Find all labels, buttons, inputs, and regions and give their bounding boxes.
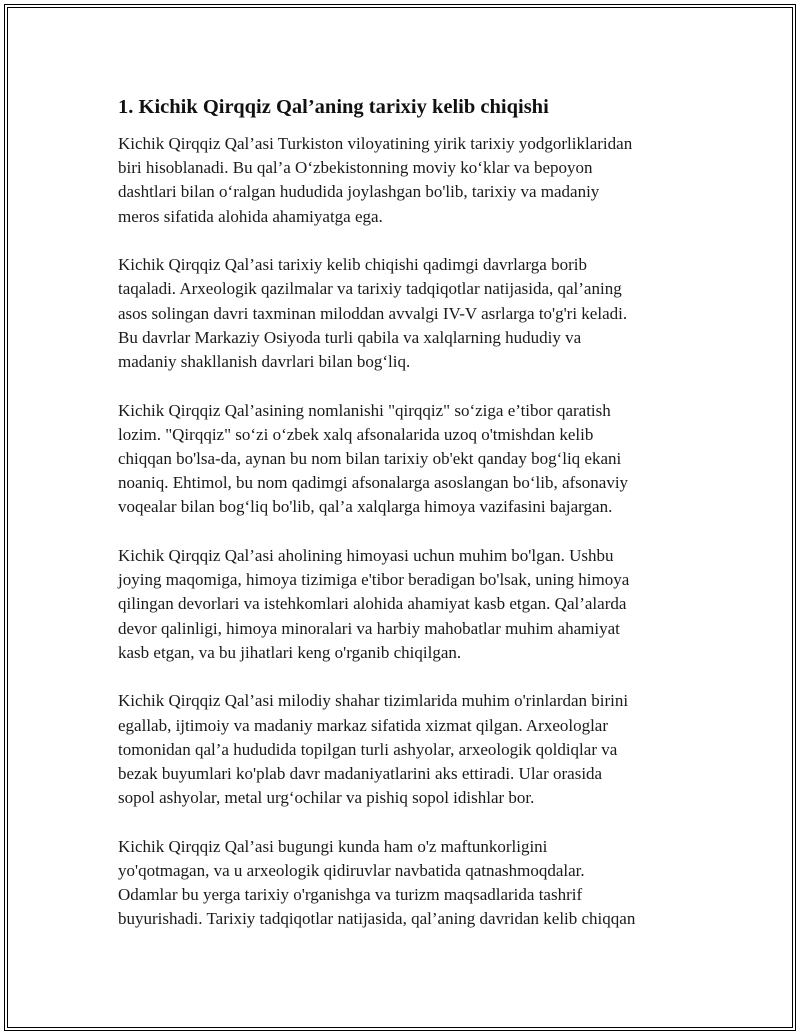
text-line: dashtlari bilan o‘ralgan hududida joylashgan bo'lib, tarixiy va madaniy (118, 182, 600, 202)
text-line: lozim. "Qirqqiz" so‘zi o‘zbek xalq afsonalarida uzoq o'tmishdan kelib (118, 424, 594, 444)
document-body (118, 94, 693, 956)
text-line: chiqqan bo'lsa-da, aynan bu nom bilan tarixiy ob'ekt qanday bog‘liq ekani (118, 449, 622, 469)
paragraph (118, 689, 693, 810)
paragraph (118, 253, 693, 374)
text-line: tomonidan qal’a hududida topilgan turli ashyolar, arxeologik qoldiqlar va (118, 739, 618, 759)
paragraph (118, 399, 693, 520)
paragraph (118, 544, 693, 665)
text-line: Kichik Qirqqiz Qal’asi milodiy shahar tizimlarida muhim o'rinlardan birini (118, 691, 629, 711)
text-line: taqaladi. Arxeologik qazilmalar va tarixiy tadqiqotlar natijasida, qal’aning (118, 279, 622, 299)
text-line: Bu davrlar Markaziy Osiyoda turli qabila va xalqlarning hududiy va (118, 327, 582, 347)
text-line: kasb etgan, va bu jihatlari keng o'rganib chiqilgan. (118, 642, 462, 662)
section-heading: 1. Kichik Qirqqiz Qal’aning tarixiy kelib chiqishi (118, 96, 549, 118)
text-line: noaniq. Ehtimol, bu nom qadimgi afsonalarga asoslangan bo‘lib, afsonaviy (118, 473, 629, 493)
text-line: Kichik Qirqqiz Qal’asi tarixiy kelib chiqishi qadimgi davrlarga borib (118, 255, 587, 275)
text-line: meros sifatida alohida ahamiyatga ega. (118, 206, 383, 226)
text-line: qilingan devorlari va istehkomlari alohida ahamiyat kasb etgan. Qal’alarda (118, 594, 627, 614)
text-line: voqealar bilan bog‘liq bo'lib, qal’a xalqlarga himoya vazifasini bajargan. (118, 497, 613, 517)
text-line: sopol ashyolar, metal urg‘ochilar va pishiq sopol idishlar bor. (118, 788, 535, 808)
text-line: biri hisoblanadi. Bu qal’a O‘zbekistonning moviy ko‘klar va bepoyon (118, 158, 593, 178)
text-line: Odamlar bu yerga tarixiy o'rganishga va turizm maqsadlarida tashrif (118, 885, 583, 905)
text-line: asos solingan davri taxminan miloddan avvalgi IV-V asrlarga to'g'ri keladi. (118, 303, 628, 323)
text-line: Kichik Qirqqiz Qal’asi Turkiston viloyatining yirik tarixiy yodgorliklaridan (118, 134, 633, 153)
paragraph-list (118, 132, 693, 932)
text-line: egallab, ijtimoiy va madaniy markaz sifatida xizmat qilgan. Arxeologlar (118, 715, 609, 735)
text-line: Kichik Qirqqiz Qal’asining nomlanishi "qirqqiz" so‘ziga e’tibor qaratish (118, 400, 611, 420)
paragraph (118, 835, 693, 932)
text-line: devor qalinligi, himoya minoralari va harbiy mahobatlar muhim ahamiyat (118, 618, 620, 638)
text-line: Kichik Qirqqiz Qal’asi bugungi kunda ham o'z maftunkorligini (118, 836, 548, 856)
text-line: Kichik Qirqqiz Qal’asi aholining himoyasi uchun muhim bo'lgan. Ushbu (118, 546, 614, 566)
text-line: joying maqomiga, himoya tizimiga e'tibor beradigan bo'lsak, uning himoya (118, 570, 630, 590)
text-line: madaniy shakllanish davrlari bilan bog‘liq. (118, 352, 411, 372)
text-line: buyurishadi. Tarixiy tadqiqotlar natijasida, qal’aning davridan kelib chiqqan (118, 909, 636, 929)
text-line: bezak buyumlari ko'plab davr madaniyatlarini aks ettiradi. Ular orasida (118, 764, 603, 784)
text-line: yo'qotmagan, va u arxeologik qidiruvlar navbatida qatnashmoqdalar. (118, 861, 585, 881)
paragraph (118, 132, 693, 229)
